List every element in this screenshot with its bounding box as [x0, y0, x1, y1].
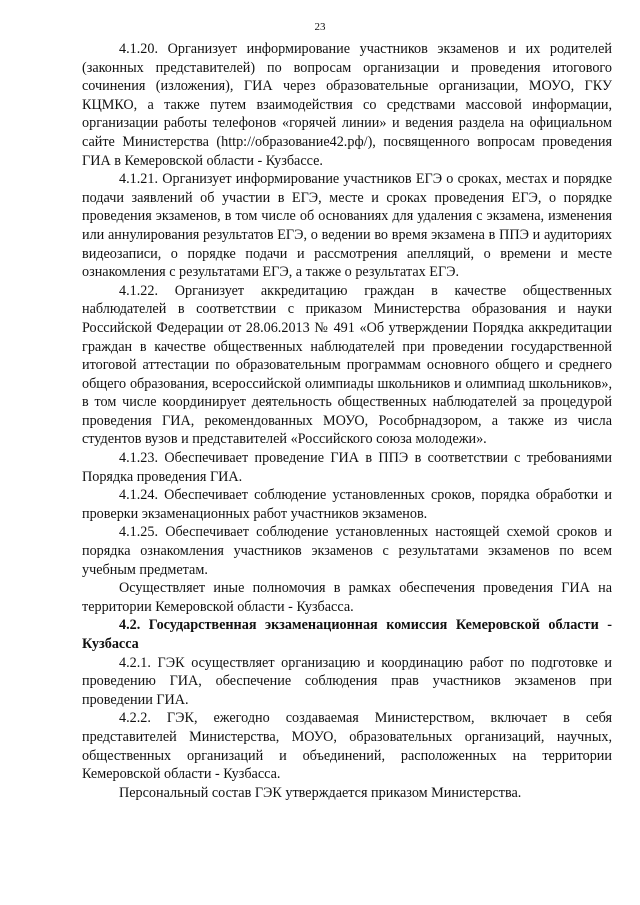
paragraph-4-1-25: 4.1.25. Обеспечивает соблюдение установленных настоящей схемой сроков и порядка ознакомления участников экзаменов с результатами экзаменов по всем учебным предметам. [82, 524, 612, 578]
paragraph-other-powers: Осуществляет иные полномочия в рамках обеспечения проведения ГИА на территории Кемеровской области - Кузбасса. [82, 580, 612, 615]
paragraph-4-1-21: 4.1.21. Организует информирование участников ЕГЭ о сроках, местах и порядке подачи заявлений об участии в ЕГЭ, месте и сроках проведения ЕГЭ, о порядке проведения экзаменов, в том числе об основаниях для удаления с экзамена, изменения или аннулирования результатов ЕГЭ, о ведении во время экзамена в ППЭ и аудиториях видеозаписи, о порядке подачи и рассмотрения апелляций, о времени и месте ознакомления с результатами ЕГЭ, а также о результатах ЕГЭ. [82, 171, 612, 281]
paragraph-gek-composition: Персональный состав ГЭК утверждается приказом Министерства. [119, 784, 522, 801]
paragraph-4-1-22: 4.1.22. Организует аккредитацию граждан в качестве общественных наблюдателей в соответствии с приказом Министерства образования и науки Российской Федерации от 28.06.2013 № 491 «Об утверждении Порядка аккредитации граждан в качестве общественных наблюдателей при проведении государственной итоговой аттестации по образовательным программам основного общего и среднего общего образования, всероссийской олимпиады школьников и олимпиад школьников», в том числе координирует деятельность общественных наблюдателей за процедурой проведения ГИА, рекомендованных МОУО, Рособрнадзором, а также из числа студентов вузов и представителей «Российского союза молодежи». [82, 282, 612, 448]
section-heading-4-2: 4.2. Государственная экзаменационная комиссия Кемеровской области - Кузбасса [82, 617, 612, 652]
paragraph-4-1-24: 4.1.24. Обеспечивает соблюдение установленных сроков, порядка обработки и проверки экзаменационных работ участников экзаменов. [82, 487, 612, 522]
paragraph-4-1-20: 4.1.20. Организует информирование участников экзаменов и их родителей (законных представителей) по вопросам организации и проведения итогового сочинения (изложения), ГИА через образовательные организации, МОУО, ГКУ КЦМКО, а также путем взаимодействия со средствами массовой информации, организации работы телефонов «горячей линии» и ведения раздела на официальном сайте Министерства (http://образование42.рф/), посвященного вопросам проведения ГИА в Кемеровской области - Кузбассе. [82, 41, 612, 169]
document-body [82, 40, 612, 802]
paragraph-4-2-2: 4.2.2. ГЭК, ежегодно создаваемая Министерством, включает в себя представителей Министерства, МОУО, образовательных организаций, научных, общественных организаций и объединений, расположенных на территории Кемеровской области - Кузбасса. [82, 710, 612, 783]
page-number: 23 [314, 21, 326, 33]
paragraph-4-1-23: 4.1.23. Обеспечивает проведение ГИА в ППЭ в соответствии с требованиями Порядка проведения ГИА. [82, 450, 612, 485]
paragraph-4-2-1: 4.2.1. ГЭК осуществляет организацию и координацию работ по подготовке и проведению ГИА, обеспечение соблюдения прав участников экзаменов при проведении ГИА. [82, 654, 612, 708]
